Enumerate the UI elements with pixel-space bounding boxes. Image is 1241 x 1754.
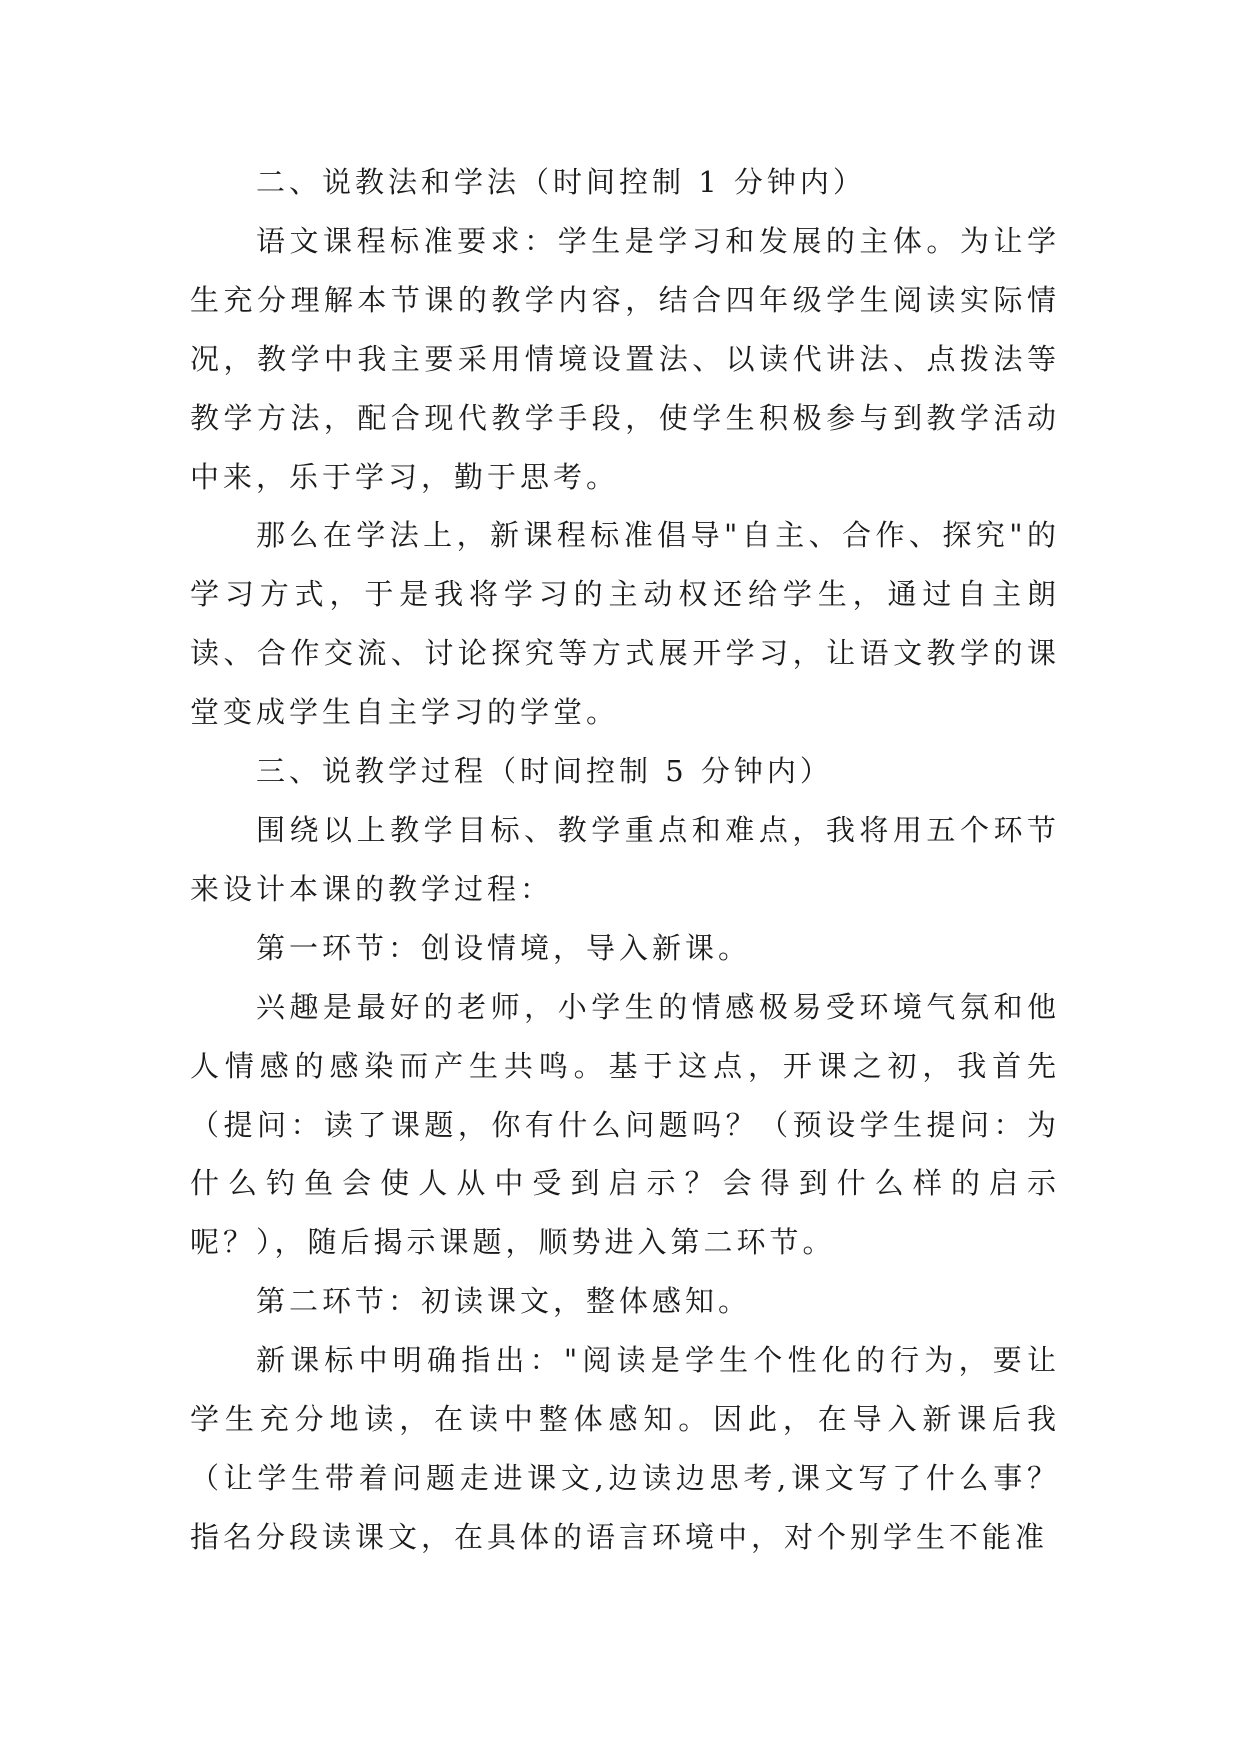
document-page [190, 153, 1060, 1567]
section-heading-teaching-process: 三、说教学过程（时间控制 5 分钟内） [256, 754, 833, 789]
paragraph-process-intro: 围绕以上教学目标、教学重点和难点，我将用五个环节来设计本课的教学过程： [190, 812, 1060, 906]
step-heading-first: 第一环节：创设情境，导入新课。 [256, 930, 752, 965]
paragraph-learning-methods: 那么在学法上，新课程标准倡导"自主、合作、探究"的学习方式，于是我将学习的主动权还给学生，通过自主朗读、合作交流、讨论探究等方式展开学习，让语文教学的课堂变成学生自主学习的学堂。 [190, 518, 1060, 730]
step-heading-second: 第二环节：初读课文，整体感知。 [256, 1284, 752, 1319]
section-heading-teaching-methods: 二、说教法和学法（时间控制 1 分钟内） [256, 165, 866, 199]
paragraph-second-step: 新课标中明确指出："阅读是学生个性化的行为，要让学生充分地读，在读中整体感知。因此，在导入新课后我（让学生带着问题走进课文,边读边思考,课文写了什么事？指名分段读课文，在具体的语言环境中，对个别学生不能准 [190, 1343, 1060, 1554]
paragraph-first-step: 兴趣是最好的老师，小学生的情感极易受环境气氛和他人情感的感染而产生共鸣。基于这点，开课之初，我首先（提问：读了课题，你有什么问题吗？（预设学生提问：为什么钓鱼会使人从中受到启示？会得到什么样的启示呢？），随后揭示课题，顺势进入第二环节。 [190, 989, 1060, 1260]
paragraph-curriculum-standard: 语文课程标准要求：学生是学习和发展的主体。为让学生充分理解本节课的教学内容，结合四年级学生阅读实际情况，教学中我主要采用情境设置法、以读代讲法、点拨法等教学方法，配合现代教学手段，使学生积极参与到教学活动中来，乐于学习，勤于思考。 [190, 223, 1060, 494]
